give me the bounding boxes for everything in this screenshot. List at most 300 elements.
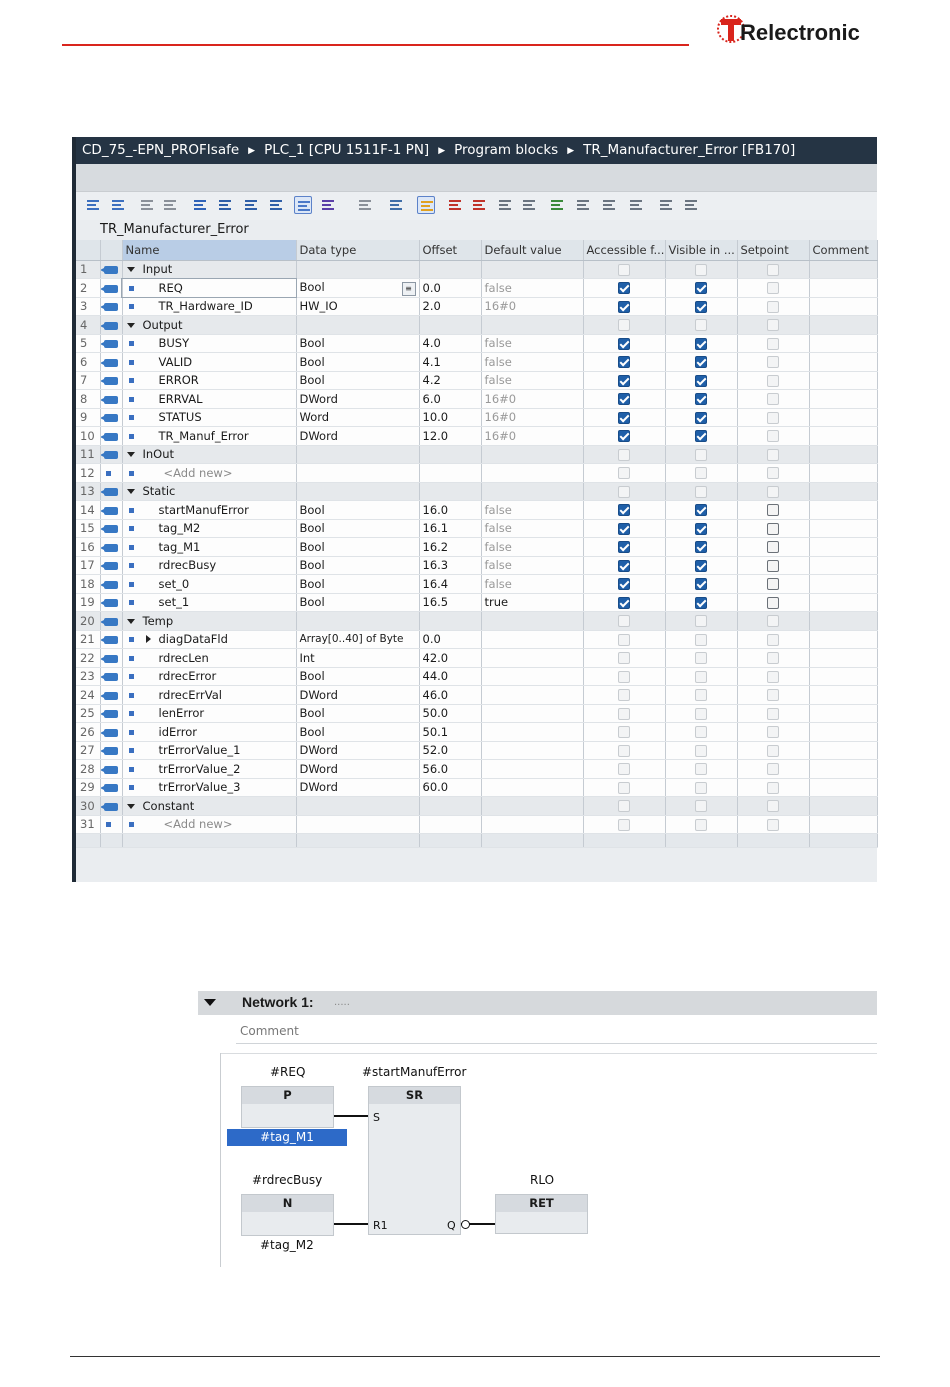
accessible-checkbox[interactable] [618,375,630,387]
default-cell[interactable] [481,760,583,779]
table-row[interactable] [76,482,877,501]
datatype-cell[interactable] [296,353,419,372]
default-cell[interactable] [481,612,583,631]
comment-cell[interactable] [809,334,877,353]
table-row[interactable] [76,371,877,390]
comment-cell[interactable] [809,427,877,446]
expand-triangle-icon[interactable] [127,452,135,457]
column-header-visible[interactable]: Visible in ... [665,240,737,260]
setpoint-checkbox[interactable] [767,301,779,313]
visible-checkbox[interactable] [695,560,707,572]
ret-operand[interactable]: RLO [530,1173,555,1187]
table-row[interactable] [76,427,877,446]
datatype-cell[interactable] [296,316,419,335]
row-number[interactable]: 17 [76,556,100,575]
row-number[interactable]: 25 [76,704,100,723]
setpoint-checkbox[interactable] [767,726,779,738]
setpoint-checkbox[interactable] [767,282,779,294]
default-cell[interactable] [481,316,583,335]
setpoint-checkbox[interactable] [767,541,779,553]
network-title-placeholder[interactable]: ..... [334,997,350,1008]
default-cell[interactable] [481,408,583,427]
datatype-cell[interactable] [296,556,419,575]
comment-cell[interactable] [809,519,877,538]
comment-cell[interactable] [809,815,877,834]
table-row[interactable] [76,778,877,797]
zoom-icon[interactable] [319,196,337,214]
row-number[interactable]: 6 [76,353,100,372]
default-cell[interactable] [481,649,583,668]
visible-checkbox[interactable] [695,523,707,535]
default-cell[interactable] [481,371,583,390]
setpoint-checkbox[interactable] [767,319,779,331]
datatype-cell[interactable] [296,408,419,427]
p-edge-box[interactable] [241,1086,334,1128]
network-comment-field[interactable]: Comment [236,1020,877,1044]
row-number[interactable]: 1 [76,260,100,279]
row-number[interactable]: 14 [76,501,100,520]
comment-cell[interactable] [809,723,877,742]
table-row[interactable] [76,353,877,372]
visible-checkbox[interactable] [695,634,707,646]
accessible-checkbox[interactable] [618,393,630,405]
datatype-cell[interactable] [296,371,419,390]
row-number[interactable]: 9 [76,408,100,427]
name-cell[interactable] [122,575,296,594]
name-cell[interactable] [122,519,296,538]
table-row[interactable] [76,612,877,631]
default-cell[interactable] [481,427,583,446]
sr-operand[interactable]: #startManufError [362,1065,467,1079]
row-number[interactable]: 19 [76,593,100,612]
comment-cell[interactable] [809,778,877,797]
settings-icon[interactable] [387,196,405,214]
datatype-cell[interactable] [296,501,419,520]
accessible-checkbox[interactable] [618,449,630,461]
print-icon[interactable] [356,196,374,214]
table-row[interactable] [76,741,877,760]
comment-cell[interactable] [809,612,877,631]
name-cell[interactable] [122,686,296,705]
accessible-checkbox[interactable] [618,541,630,553]
comment-icon[interactable] [294,196,312,214]
table-row[interactable] [76,316,877,335]
setpoint-checkbox[interactable] [767,634,779,646]
row-number[interactable]: 11 [76,445,100,464]
column-header-setpoint[interactable]: Setpoint [737,240,809,260]
datatype-cell[interactable] [296,427,419,446]
accessible-checkbox[interactable] [618,486,630,498]
name-cell[interactable] [122,760,296,779]
expand-triangle-icon[interactable] [127,804,135,809]
setpoint-checkbox[interactable] [767,449,779,461]
name-cell[interactable] [122,723,296,742]
setpoint-checkbox[interactable] [767,412,779,424]
comment-cell[interactable] [809,538,877,557]
setpoint-checkbox[interactable] [767,689,779,701]
datatype-cell[interactable] [296,297,419,316]
table-row[interactable] [76,538,877,557]
row-number[interactable]: 29 [76,778,100,797]
name-cell[interactable] [122,778,296,797]
table-row[interactable] [76,501,877,520]
expand-arrow-icon[interactable] [146,635,151,643]
table-row[interactable] [76,279,877,298]
visible-checkbox[interactable] [695,689,707,701]
visible-checkbox[interactable] [695,301,707,313]
comment-cell[interactable] [809,353,877,372]
accessible-checkbox[interactable] [618,578,630,590]
default-cell[interactable] [481,501,583,520]
breadcrumb-item-plc[interactable]: PLC_1 [CPU 1511F-1 PN] [264,142,430,158]
visible-checkbox[interactable] [695,708,707,720]
setpoint-checkbox[interactable] [767,486,779,498]
setpoint-checkbox[interactable] [767,393,779,405]
monitor-icon[interactable] [191,196,209,214]
go-offline-icon[interactable] [574,196,592,214]
row-number[interactable]: 13 [76,482,100,501]
row-number[interactable]: 16 [76,538,100,557]
upload-icon[interactable] [496,196,514,214]
table-row[interactable] [76,408,877,427]
setpoint-checkbox[interactable] [767,819,779,831]
comment-cell[interactable] [809,482,877,501]
setpoint-checkbox[interactable] [767,782,779,794]
n-edge-tag[interactable]: #tag_M2 [260,1238,314,1252]
comment-cell[interactable] [809,371,877,390]
name-cell[interactable] [122,704,296,723]
table-row[interactable] [76,445,877,464]
snapshot-icon[interactable] [657,196,675,214]
default-cell[interactable] [481,445,583,464]
datatype-cell[interactable] [296,797,419,816]
visible-checkbox[interactable] [695,671,707,683]
name-cell[interactable] [122,649,296,668]
default-cell[interactable] [481,815,583,834]
setpoint-checkbox[interactable] [767,504,779,516]
datatype-cell[interactable] [296,464,419,483]
name-cell[interactable] [122,612,296,631]
accessible-checkbox[interactable] [618,301,630,313]
datatype-cell[interactable] [296,630,419,649]
datatype-cell[interactable] [296,649,419,668]
default-cell[interactable] [481,260,583,279]
name-cell[interactable] [122,408,296,427]
delete-row-icon[interactable] [109,196,127,214]
comment-cell[interactable] [809,279,877,298]
default-cell[interactable] [481,297,583,316]
datatype-dropdown-icon[interactable]: ≡ [402,282,416,296]
datatype-cell[interactable] [296,575,419,594]
accessible-checkbox[interactable] [618,264,630,276]
visible-checkbox[interactable] [695,504,707,516]
collapse-icon[interactable] [267,196,285,214]
reset-icon[interactable] [600,196,618,214]
datatype-cell[interactable] [296,686,419,705]
accessible-checkbox[interactable] [618,671,630,683]
n-operand[interactable]: #rdrecBusy [252,1173,323,1187]
outdent-icon[interactable] [161,196,179,214]
datatype-cell[interactable] [296,760,419,779]
accessible-checkbox[interactable] [618,467,630,479]
visible-checkbox[interactable] [695,282,707,294]
setpoint-checkbox[interactable] [767,597,779,609]
default-cell[interactable] [481,556,583,575]
accessible-checkbox[interactable] [618,745,630,757]
setpoint-checkbox[interactable] [767,356,779,368]
table-row[interactable] [76,464,877,483]
visible-checkbox[interactable] [695,726,707,738]
row-number[interactable]: 28 [76,760,100,779]
setpoint-checkbox[interactable] [767,708,779,720]
comment-cell[interactable] [809,575,877,594]
accessible-checkbox[interactable] [618,726,630,738]
default-cell[interactable] [481,723,583,742]
visible-checkbox[interactable] [695,264,707,276]
default-cell[interactable] [481,797,583,816]
accessible-checkbox[interactable] [618,708,630,720]
column-header-accessible[interactable]: Accessible f... [583,240,665,260]
visible-checkbox[interactable] [695,652,707,664]
table-row[interactable] [76,297,877,316]
visible-checkbox[interactable] [695,541,707,553]
accessible-checkbox[interactable] [618,597,630,609]
comment-cell[interactable] [809,630,877,649]
name-cell[interactable] [122,482,296,501]
name-cell[interactable] [122,464,296,483]
row-number[interactable]: 31 [76,815,100,834]
expand-triangle-icon[interactable] [127,267,135,272]
comment-cell[interactable] [809,704,877,723]
visible-checkbox[interactable] [695,578,707,590]
row-number[interactable]: 23 [76,667,100,686]
visible-checkbox[interactable] [695,745,707,757]
column-header-datatype[interactable]: Data type [296,240,419,260]
datatype-cell[interactable] [296,445,419,464]
comment-cell[interactable] [809,686,877,705]
visible-checkbox[interactable] [695,486,707,498]
accessible-checkbox[interactable] [618,782,630,794]
accessible-checkbox[interactable] [618,523,630,535]
column-header-offset[interactable]: Offset [419,240,481,260]
table-row[interactable] [76,723,877,742]
visible-checkbox[interactable] [695,393,707,405]
default-cell[interactable] [481,575,583,594]
collapse-triangle-icon[interactable] [204,999,216,1006]
comment-cell[interactable] [809,667,877,686]
datatype-cell[interactable] [296,519,419,538]
datatype-cell[interactable] [296,334,419,353]
default-cell[interactable] [481,630,583,649]
row-number[interactable]: 8 [76,390,100,409]
comment-cell[interactable] [809,390,877,409]
datatype-cell[interactable] [296,815,419,834]
default-cell[interactable] [481,464,583,483]
setpoint-checkbox[interactable] [767,264,779,276]
default-cell[interactable] [481,704,583,723]
accessible-checkbox[interactable] [618,819,630,831]
go-online-icon[interactable] [548,196,566,214]
visible-checkbox[interactable] [695,319,707,331]
default-cell[interactable] [481,778,583,797]
visible-checkbox[interactable] [695,338,707,350]
name-cell[interactable] [122,371,296,390]
default-cell[interactable] [481,686,583,705]
row-number[interactable]: 22 [76,649,100,668]
comment-cell[interactable] [809,297,877,316]
accessible-checkbox[interactable] [618,319,630,331]
row-number[interactable]: 7 [76,371,100,390]
datatype-cell[interactable] [296,260,419,279]
accessible-checkbox[interactable] [618,338,630,350]
name-cell[interactable] [122,741,296,760]
row-number[interactable]: 30 [76,797,100,816]
accessible-checkbox[interactable] [618,615,630,627]
accessible-checkbox[interactable] [618,282,630,294]
setpoint-checkbox[interactable] [767,615,779,627]
table-row[interactable] [76,686,877,705]
name-cell[interactable] [122,501,296,520]
name-cell[interactable] [122,630,296,649]
visible-checkbox[interactable] [695,763,707,775]
name-cell[interactable] [122,390,296,409]
default-cell[interactable] [481,519,583,538]
row-number[interactable]: 15 [76,519,100,538]
expand-icon[interactable] [242,196,260,214]
indent-icon[interactable] [138,196,156,214]
setpoint-checkbox[interactable] [767,430,779,442]
name-cell[interactable] [122,260,296,279]
name-cell[interactable] [122,445,296,464]
filter-icon[interactable] [627,196,645,214]
list-view-icon[interactable] [216,196,234,214]
name-cell[interactable] [122,334,296,353]
visible-checkbox[interactable] [695,819,707,831]
default-cell[interactable] [481,279,583,298]
column-header-comment[interactable]: Comment [809,240,877,260]
visible-checkbox[interactable] [695,412,707,424]
comment-cell[interactable] [809,260,877,279]
name-cell[interactable] [122,279,296,298]
table-row[interactable] [76,667,877,686]
datatype-cell[interactable] [296,390,419,409]
table-row[interactable] [76,704,877,723]
add-new-placeholder[interactable]: <Add new> [163,465,233,480]
datatype-cell[interactable] [296,723,419,742]
datatype-cell[interactable] [296,482,419,501]
accessible-checkbox[interactable] [618,560,630,572]
row-number[interactable]: 4 [76,316,100,335]
table-row[interactable] [76,556,877,575]
row-number[interactable]: 20 [76,612,100,631]
name-cell[interactable] [122,556,296,575]
row-number[interactable]: 26 [76,723,100,742]
table-row[interactable] [76,649,877,668]
default-cell[interactable] [481,667,583,686]
comment-cell[interactable] [809,316,877,335]
table-row[interactable] [76,260,877,279]
compare-icon[interactable] [470,196,488,214]
visible-checkbox[interactable] [695,449,707,461]
accessible-checkbox[interactable] [618,412,630,424]
name-cell[interactable] [122,316,296,335]
visible-checkbox[interactable] [695,375,707,387]
favorite-icon[interactable] [417,196,435,214]
accessible-checkbox[interactable] [618,634,630,646]
datatype-cell[interactable] [296,778,419,797]
visible-checkbox[interactable] [695,467,707,479]
accessible-checkbox[interactable] [618,652,630,664]
comment-cell[interactable] [809,741,877,760]
download-icon[interactable] [520,196,538,214]
insert-row-icon[interactable] [84,196,102,214]
visible-checkbox[interactable] [695,782,707,794]
accessible-checkbox[interactable] [618,689,630,701]
setpoint-checkbox[interactable] [767,375,779,387]
ret-box[interactable] [495,1194,588,1234]
comment-cell[interactable] [809,556,877,575]
row-number[interactable]: 27 [76,741,100,760]
expand-triangle-icon[interactable] [127,323,135,328]
visible-checkbox[interactable] [695,800,707,812]
sr-flipflop-box[interactable] [368,1086,461,1235]
comment-cell[interactable] [809,464,877,483]
name-cell[interactable] [122,297,296,316]
row-number[interactable]: 21 [76,630,100,649]
datatype-cell[interactable] [296,538,419,557]
table-row[interactable] [76,760,877,779]
accessible-checkbox[interactable] [618,763,630,775]
visible-checkbox[interactable] [695,597,707,609]
table-row[interactable] [76,519,877,538]
comment-cell[interactable] [809,501,877,520]
setpoint-checkbox[interactable] [767,338,779,350]
breadcrumb-item-program-blocks[interactable]: Program blocks [454,142,559,158]
break-icon[interactable] [446,196,464,214]
table-row[interactable] [76,575,877,594]
default-cell[interactable] [481,741,583,760]
accessible-checkbox[interactable] [618,504,630,516]
table-row[interactable] [76,815,877,834]
name-cell[interactable] [122,815,296,834]
default-cell[interactable] [481,482,583,501]
comment-cell[interactable] [809,445,877,464]
table-row[interactable] [76,593,877,612]
default-cell[interactable] [481,334,583,353]
datatype-cell[interactable] [296,667,419,686]
default-cell[interactable] [481,353,583,372]
comment-cell[interactable] [809,760,877,779]
row-number[interactable]: 10 [76,427,100,446]
comment-cell[interactable] [809,593,877,612]
comment-cell[interactable] [809,797,877,816]
p-operand[interactable]: #REQ [270,1065,306,1079]
breadcrumb-item-block[interactable]: TR_Manufacturer_Error [FB170] [583,142,796,158]
table-row[interactable] [76,630,877,649]
row-number[interactable]: 2 [76,279,100,298]
row-number[interactable]: 18 [76,575,100,594]
column-header-name[interactable]: Name [122,240,296,260]
datatype-cell[interactable] [296,593,419,612]
default-cell[interactable] [481,593,583,612]
datatype-cell[interactable] [296,704,419,723]
setpoint-checkbox[interactable] [767,467,779,479]
row-number[interactable]: 24 [76,686,100,705]
add-new-placeholder[interactable]: <Add new> [163,817,233,832]
setpoint-checkbox[interactable] [767,745,779,757]
row-number[interactable]: 12 [76,464,100,483]
column-header-default[interactable]: Default value [481,240,583,260]
